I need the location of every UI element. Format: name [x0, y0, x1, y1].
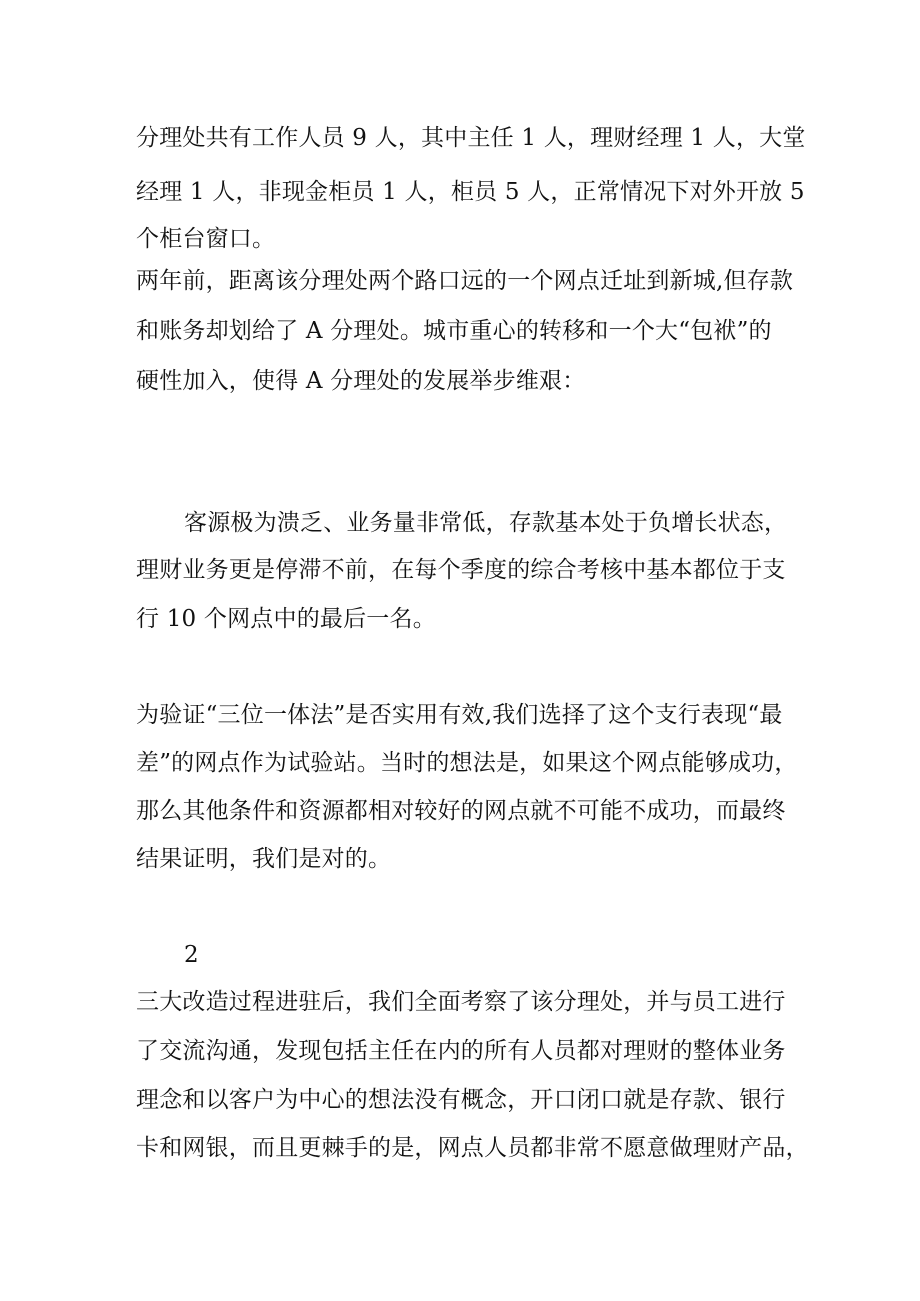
section-number-text: 2 [184, 942, 199, 968]
text-line: 理念和以客户为中心的想法没有概念，开口闭口就是存款、银行 [136, 1087, 786, 1113]
text-line: 硬性加入，使得 A 分理处的发展举步维艰： [136, 368, 586, 394]
text-line: 个柜台窗口。 [136, 226, 276, 252]
text-line: 和账务却划给了 A 分理处。城市重心的转移和一个大“包袱”的 [136, 318, 772, 344]
text-line: 了交流沟通，发现包括主任在内的所有人员都对理财的整体业务 [136, 1038, 786, 1064]
text-line: 分理处共有工作人员 9 人，其中主任 1 人，理财经理 1 人，大堂 [136, 125, 806, 151]
text-line: 经理 1 人，非现金柜员 1 人，柜员 5 人，正常情况下对外开放 5 [136, 179, 805, 205]
text-line: 客源极为溃乏、业务量非常低，存款基本处于负增长状态， [184, 510, 788, 536]
text-line: 结果证明，我们是对的。 [136, 846, 392, 872]
text-line: 卡和网银，而且更棘手的是，网点人员都非常不愿意做理财产品， [136, 1135, 809, 1161]
text-line: 那么其他条件和资源都相对较好的网点就不可能不成功，而最终 [136, 798, 786, 824]
text-line: 为验证“三位一体法”是否实用有效,我们选择了这个支行表现“最 [136, 702, 783, 728]
text-line: 理财业务更是停滞不前，在每个季度的综合考核中基本都位于支 [136, 557, 786, 583]
text-line: 行 10 个网点中的最后一名。 [136, 606, 436, 632]
text-line: 差”的网点作为试验站。当时的想法是，如果这个网点能够成功， [136, 750, 798, 776]
text-line: 三大改造过程进驻后，我们全面考察了该分理处，并与员工进行 [136, 989, 786, 1015]
text-line: 两年前，距离该分理处两个路口远的一个网点迁址到新城,但存款 [136, 268, 794, 294]
